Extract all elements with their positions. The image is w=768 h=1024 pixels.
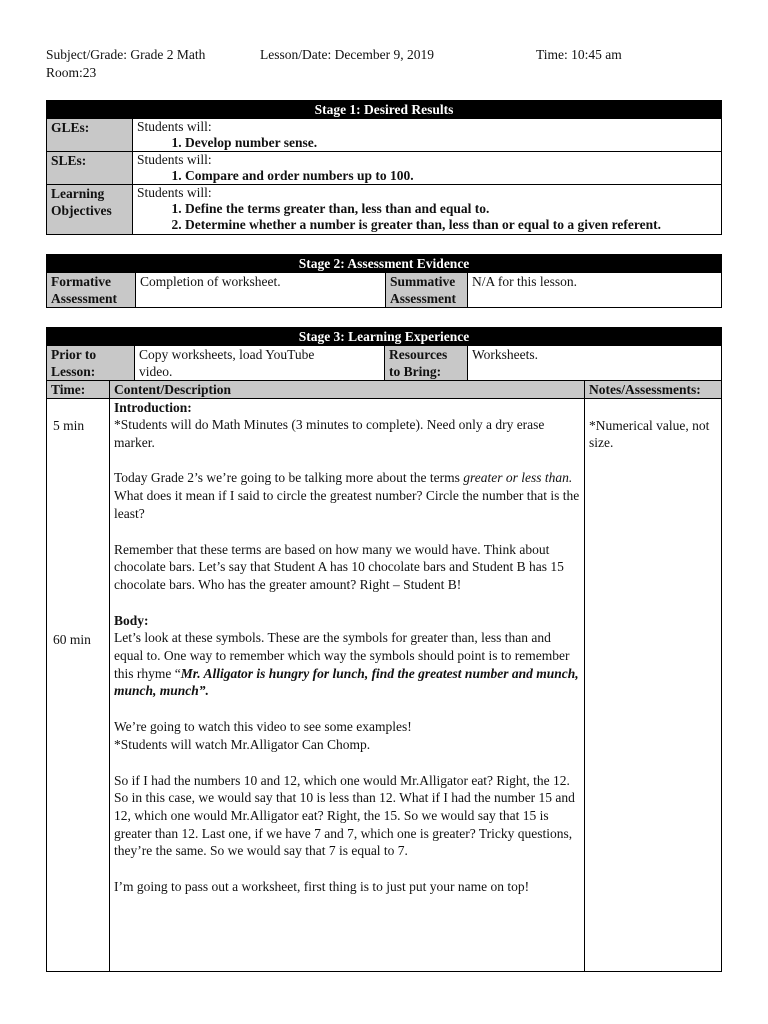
resources-value: Worksheets. [468, 346, 722, 381]
symbols-text: Let’s look at these symbols. These are the symbols for greater than, less than and equal to. One way to remember which way the symbols should point is to remember this rhyme “ [114, 630, 570, 681]
sles-label: SLEs: [47, 152, 133, 185]
formative-label-line1: Formative [51, 274, 111, 289]
room: Room:23 [46, 65, 97, 80]
prior-label-line2: Lesson: [51, 364, 96, 379]
prior-label [47, 346, 135, 381]
summative-label-line2: Assessment [390, 291, 456, 306]
body-heading: Body: [114, 612, 149, 628]
prior-value-line2: video. [139, 364, 173, 379]
time-intro: 5 min [53, 418, 85, 433]
gles-intro: Students will: [137, 119, 212, 134]
gles-content [133, 119, 722, 152]
notes-text: *Numerical value, not size. [589, 418, 710, 450]
video-line1: We’re going to watch this video to see some examples! [114, 719, 412, 735]
gles-label: GLEs: [47, 119, 133, 152]
notes-column [585, 399, 722, 972]
content-header: Content/Description [110, 381, 585, 399]
objectives-label [47, 185, 133, 235]
video-line2: *Students will watch Mr.Alligator Can Chomp. [114, 736, 371, 752]
summative-label [386, 273, 468, 308]
summative-label-line1: Summative [390, 274, 456, 289]
formative-value: Completion of worksheet. [136, 273, 386, 308]
rhyme-text: Mr. Alligator is hungry for lunch, find the greatest number and munch, munch, munch”. [114, 665, 579, 699]
objective-item: 2. Determine whether a number is greater than, less than or equal to a given referent. [185, 217, 717, 233]
paragraph-terms [114, 469, 580, 522]
summative-value: N/A for this lesson. [468, 273, 722, 308]
lesson-header [46, 46, 726, 82]
resources-label-line2: to Bring: [389, 364, 442, 379]
stage3-table [46, 327, 722, 972]
resources-label-line1: Resources [389, 347, 448, 362]
terms-text: Today Grade 2’s we’re going to be talking more about the terms [114, 470, 464, 486]
subject-grade: Subject/Grade: Grade 2 Math [46, 47, 206, 62]
sles-content [133, 152, 722, 185]
objectives-intro: Students will: [137, 185, 212, 200]
time-body: 60 min [53, 632, 91, 647]
objectives-content [133, 185, 722, 235]
prior-value [135, 346, 385, 381]
content-description [110, 399, 585, 972]
stage1-title: Stage 1: Desired Results [47, 101, 722, 119]
stage2-title: Stage 2: Assessment Evidence [47, 255, 722, 273]
paragraph-symbols [114, 629, 580, 700]
terms-italic: greater or less than. [463, 470, 573, 486]
paragraph-worksheet: I’m going to pass out a worksheet, first thing is to just put your name on top! [114, 879, 530, 895]
stage1-table [46, 100, 722, 235]
sles-intro: Students will: [137, 152, 212, 167]
formative-label [47, 273, 136, 308]
sles-item: 1. Compare and order numbers up to 100. [185, 168, 717, 184]
prior-value-line1: Copy worksheets, load YouTube [139, 347, 315, 362]
time-column [47, 399, 110, 972]
notes-header: Notes/Assessments: [585, 381, 722, 399]
time-header: Time: [47, 381, 110, 399]
terms-text-end: What does it mean if I said to circle the greatest number? Circle the number that is the least? [114, 488, 580, 521]
gles-item: 1. Develop number sense. [185, 135, 717, 151]
objective-item: 1. Define the terms greater than, less than and equal to. [185, 201, 717, 217]
introduction-heading: Introduction: [114, 400, 192, 415]
prior-label-line1: Prior to [51, 347, 97, 362]
formative-label-line2: Assessment [51, 291, 117, 306]
lesson-time: Time: 10:45 am [536, 47, 622, 62]
paragraph-examples: So if I had the numbers 10 and 12, which one would Mr.Alligator eat? Right, the 12. So in this case, we would say that 10 is less than 12. What if I had the number 15 and 12, which one would Mr.Alligator eat? Right, the 15. So we would say that 15 is greater than 12. Last one, if we have 7 and 7, which one is greater? Tricky questions, they’re the same. So we would say that 7 is equal to 7. [114, 772, 575, 859]
paragraph-chocolate: Remember that these terms are based on how many we would have. Think about chocolate bars. Let’s say that Student A has 10 chocolate bars and Student B has 15 chocolate bars. Who has the greater amount? Right – Student B! [114, 541, 564, 592]
paragraph-math-minutes: *Students will do Math Minutes (3 minutes to complete). Need only a dry erase marker. [114, 417, 545, 450]
stage3-title: Stage 3: Learning Experience [47, 328, 722, 346]
objectives-label-line1: Learning [51, 186, 105, 201]
objectives-label-line2: Objectives [51, 203, 112, 218]
lesson-date: Lesson/Date: December 9, 2019 [260, 47, 434, 62]
resources-label [385, 346, 468, 381]
stage2-table [46, 254, 722, 308]
paragraph-video [114, 718, 580, 753]
